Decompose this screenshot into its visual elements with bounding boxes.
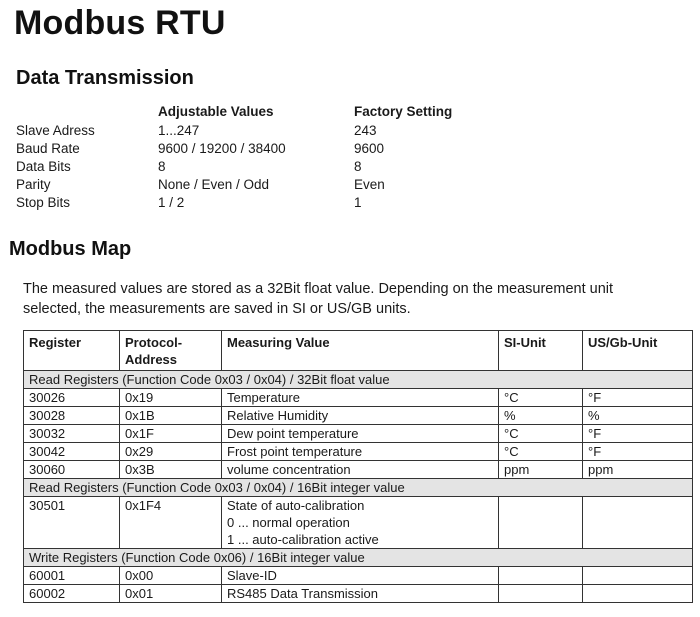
section-title-modbus-map: Modbus Map [9, 238, 132, 260]
table-row [24, 461, 693, 479]
si-cell: °C [499, 389, 583, 407]
table-row [24, 567, 693, 585]
si-cell [499, 567, 583, 585]
address-cell: 0x00 [120, 567, 222, 585]
address-cell: 0x3B [120, 461, 222, 479]
header-si-unit: SI-Unit [499, 331, 583, 371]
group-row [24, 549, 693, 567]
value-cell: Relative Humidity [222, 407, 499, 425]
header-register: Register [24, 331, 120, 371]
si-cell: % [499, 407, 583, 425]
si-cell [499, 497, 583, 549]
setting-label: Baud Rate [16, 141, 80, 156]
value-line: 0 ... normal operation [227, 515, 350, 530]
value-line: 1 ... auto-calibration active [227, 532, 379, 547]
setting-label: Slave Adress [16, 123, 95, 138]
setting-factory: Even [354, 177, 385, 192]
register-cell: 30026 [24, 389, 120, 407]
table-row [24, 585, 693, 603]
setting-adjustable: 1...247 [158, 123, 200, 138]
address-cell: 0x1F4 [120, 497, 222, 549]
us-cell [583, 585, 693, 603]
si-cell: °C [499, 443, 583, 461]
setting-factory: 243 [354, 123, 377, 138]
setting-adjustable: 8 [158, 159, 166, 174]
us-cell: °F [583, 389, 693, 407]
value-cell: Dew point temperature [222, 425, 499, 443]
register-cell: 60001 [24, 567, 120, 585]
value-cell [222, 497, 499, 549]
us-cell: ppm [583, 461, 693, 479]
si-cell: ppm [499, 461, 583, 479]
setting-row [16, 123, 516, 141]
si-cell [499, 585, 583, 603]
value-cell: RS485 Data Transmission [222, 585, 499, 603]
header-adjustable-values: Adjustable Values [158, 104, 274, 119]
group-label: Read Registers (Function Code 0x03 / 0x04) / 32Bit float value [24, 371, 693, 389]
header-us-unit: US/Gb-Unit [583, 331, 693, 371]
section-title-data-transmission: Data Transmission [16, 67, 194, 89]
header-measuring-value: Measuring Value [222, 331, 499, 371]
setting-adjustable: 9600 / 19200 / 38400 [158, 141, 286, 156]
address-cell: 0x29 [120, 443, 222, 461]
register-cell: 30501 [24, 497, 120, 549]
group-label: Write Registers (Function Code 0x06) / 16Bit integer value [24, 549, 693, 567]
setting-row [16, 177, 516, 195]
modbus-map-table [23, 330, 693, 603]
setting-row [16, 195, 516, 213]
header-factory-setting: Factory Setting [354, 104, 453, 119]
setting-factory: 1 [354, 195, 362, 210]
register-cell: 30032 [24, 425, 120, 443]
table-row [24, 425, 693, 443]
setting-label: Stop Bits [16, 195, 71, 210]
group-row [24, 479, 693, 497]
setting-label: Data Bits [16, 159, 71, 174]
table-row [24, 389, 693, 407]
us-cell [583, 567, 693, 585]
setting-factory: 9600 [354, 141, 385, 156]
setting-adjustable: None / Even / Odd [158, 177, 270, 192]
setting-row [16, 141, 516, 159]
us-cell: °F [583, 425, 693, 443]
table-row [24, 407, 693, 425]
setting-label: Parity [16, 177, 51, 192]
table-row [24, 443, 693, 461]
register-cell: 60002 [24, 585, 120, 603]
value-cell: Frost point temperature [222, 443, 499, 461]
us-cell: % [583, 407, 693, 425]
si-cell: °C [499, 425, 583, 443]
page-title: Modbus RTU [14, 4, 226, 42]
value-cell: Slave-ID [222, 567, 499, 585]
us-cell: °F [583, 443, 693, 461]
table-row [24, 497, 693, 549]
address-cell: 0x1F [120, 425, 222, 443]
value-line: State of auto-calibration [227, 498, 365, 513]
group-label: Read Registers (Function Code 0x03 / 0x04) / 16Bit integer value [24, 479, 693, 497]
value-cell: volume concentration [222, 461, 499, 479]
register-cell: 30060 [24, 461, 120, 479]
table-header-row [24, 331, 693, 371]
us-cell [583, 497, 693, 549]
setting-adjustable: 1 / 2 [158, 195, 185, 210]
setting-row [16, 159, 516, 177]
register-cell: 30028 [24, 407, 120, 425]
address-cell: 0x01 [120, 585, 222, 603]
setting-factory: 8 [354, 159, 362, 174]
header-protocol-address: Protocol- Address [120, 331, 222, 371]
value-cell: Temperature [222, 389, 499, 407]
address-cell: 0x1B [120, 407, 222, 425]
register-cell: 30042 [24, 443, 120, 461]
intro-paragraph: The measured values are stored as a 32Bit float value. Depending on the measurement unit selected, the measurements are saved in SI or US/GB units. [23, 281, 614, 317]
address-cell: 0x19 [120, 389, 222, 407]
group-row [24, 371, 693, 389]
